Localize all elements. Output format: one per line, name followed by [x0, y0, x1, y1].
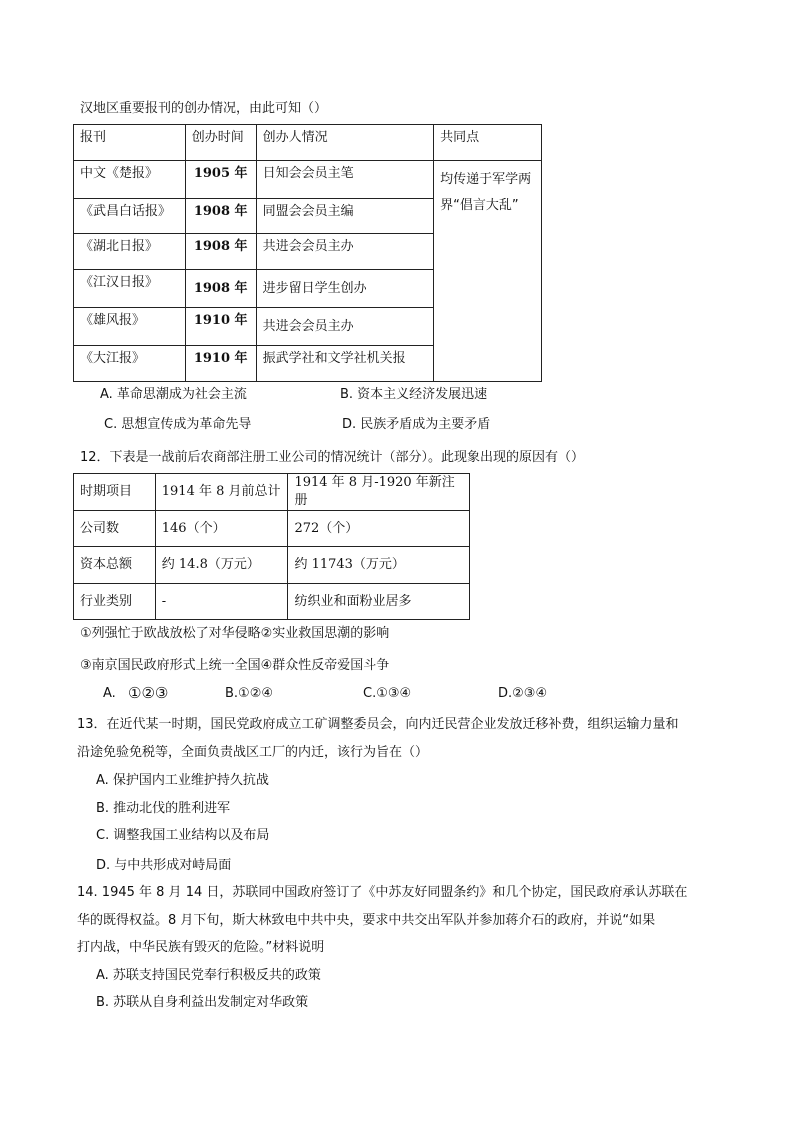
year-cell: 1908 年 — [185, 234, 256, 270]
q12-option-d: D.②③④ — [498, 686, 548, 701]
q12-stem: 12．下表是一战前后农商部注册工业公司的情况统计（部分）。此现象出现的原因有（） — [80, 450, 585, 465]
q12-option-a-value: ①②③ — [128, 684, 169, 702]
q14-option-a: A. 苏联支持国民党奉行积极反共的政策 — [96, 968, 321, 983]
q12-option-a-label: A. — [103, 686, 116, 701]
q13-option-c: C. 调整我国工业结构以及布局 — [96, 828, 270, 843]
header-period: 时期项目 — [74, 474, 156, 511]
year-cell: 1910 年 — [185, 346, 256, 382]
table-header-row — [74, 125, 542, 161]
founder-cell: 共进会会员主办 — [256, 308, 434, 346]
q13-stem-line-1: 13．在近代某一时期，国民党政府成立工矿调整委员会，向内迁民营企业发放迁移补费，组织运输力量和 — [77, 717, 679, 732]
q12-option-b: B.①②④ — [225, 686, 274, 701]
table-row — [74, 584, 470, 620]
q14-stem-line-3: 打内战，中华民族有毁灭的危险。”材料说明 — [77, 940, 325, 955]
founder-cell: 进步留日学生创办 — [256, 270, 434, 308]
header-paper: 报刊 — [74, 125, 186, 161]
paper-cell: 中文《楚报》 — [74, 161, 186, 199]
paper-cell: 《雄风报》 — [74, 308, 186, 346]
before-cell: 约 14.8（万元） — [155, 547, 288, 584]
q11-intro: 汉地区重要报刊的创办情况，由此可知（） — [80, 101, 328, 116]
q12-item-line-2: ③南京国民政府形式上统一全国④群众性反帝爱国斗争 — [80, 658, 390, 673]
after-cell: 纺织业和面粉业居多 — [288, 584, 470, 620]
before-cell: 146（个） — [155, 511, 288, 547]
year-cell: 1910 年 — [185, 308, 256, 346]
q13-stem-line-2: 沿途免验免税等，全面负责战区工厂的内迁，该行为旨在（） — [77, 745, 429, 760]
header-after: 1914 年 8 月-1920 年新注册 — [288, 474, 470, 511]
header-year: 创办时间 — [185, 125, 256, 161]
row-label: 行业类别 — [74, 584, 156, 620]
founder-cell: 共进会会员主办 — [256, 234, 434, 270]
q12-table — [73, 473, 470, 620]
paper-cell: 《江汉日报》 — [74, 270, 186, 308]
paper-cell: 《大江报》 — [74, 346, 186, 382]
row-label: 公司数 — [74, 511, 156, 547]
q13-option-d: D. 与中共形成对峙局面 — [96, 858, 232, 873]
founder-cell: 振武学社和文学社机关报 — [256, 346, 434, 382]
header-founder: 创办人情况 — [256, 125, 434, 161]
paper-cell: 《武昌白话报》 — [74, 199, 186, 234]
table-row — [74, 161, 542, 199]
q11-option-b: B. 资本主义经济发展迅速 — [340, 387, 488, 402]
q13-option-b: B. 推动北伐的胜利进军 — [96, 801, 231, 816]
paper-cell: 《湖北日报》 — [74, 234, 186, 270]
after-cell: 约 11743（万元） — [288, 547, 470, 584]
q14-option-b: B. 苏联从自身利益出发制定对华政策 — [96, 995, 309, 1010]
header-before: 1914 年 8 月前总计 — [155, 474, 288, 511]
q11-option-d: D. 民族矛盾成为主要矛盾 — [342, 417, 491, 432]
after-cell: 272（个） — [288, 511, 470, 547]
q11-option-c: C. 思想宣传成为革命先导 — [104, 417, 252, 432]
q14-stem-line-2: 华的既得权益。8 月下旬，斯大林致电中共中央，要求中共交出军队并参加蒋介石的政府，并说“如果 — [77, 913, 656, 928]
year-cell: 1905 年 — [185, 161, 256, 199]
q11-option-a: A. 革命思潮成为社会主流 — [100, 387, 247, 402]
header-common: 共同点 — [434, 125, 542, 161]
before-cell: - — [155, 584, 288, 620]
table-header-row — [74, 474, 470, 511]
table-row — [74, 511, 470, 547]
q12-option-c: C.①③④ — [363, 686, 412, 701]
q12-item-line-1: ①列强忙于欧战放松了对华侵略②实业救国思潮的影响 — [80, 626, 390, 641]
common-cell: 均传递于军学两界“倡言大乱” — [434, 161, 542, 382]
q14-stem-line-1: 14. 1945 年 8 月 14 日，苏联同中国政府签订了《中苏友好同盟条约》和几个协定，国民政府承认苏联在 — [77, 885, 688, 900]
year-cell: 1908 年 — [185, 199, 256, 234]
q13-option-a: A. 保护国内工业维护持久抗战 — [96, 773, 269, 788]
founder-cell: 同盟会会员主编 — [256, 199, 434, 234]
table-row — [74, 547, 470, 584]
year-cell: 1908 年 — [185, 270, 256, 308]
q11-table — [73, 124, 542, 382]
founder-cell: 日知会会员主笔 — [256, 161, 434, 199]
row-label: 资本总额 — [74, 547, 156, 584]
